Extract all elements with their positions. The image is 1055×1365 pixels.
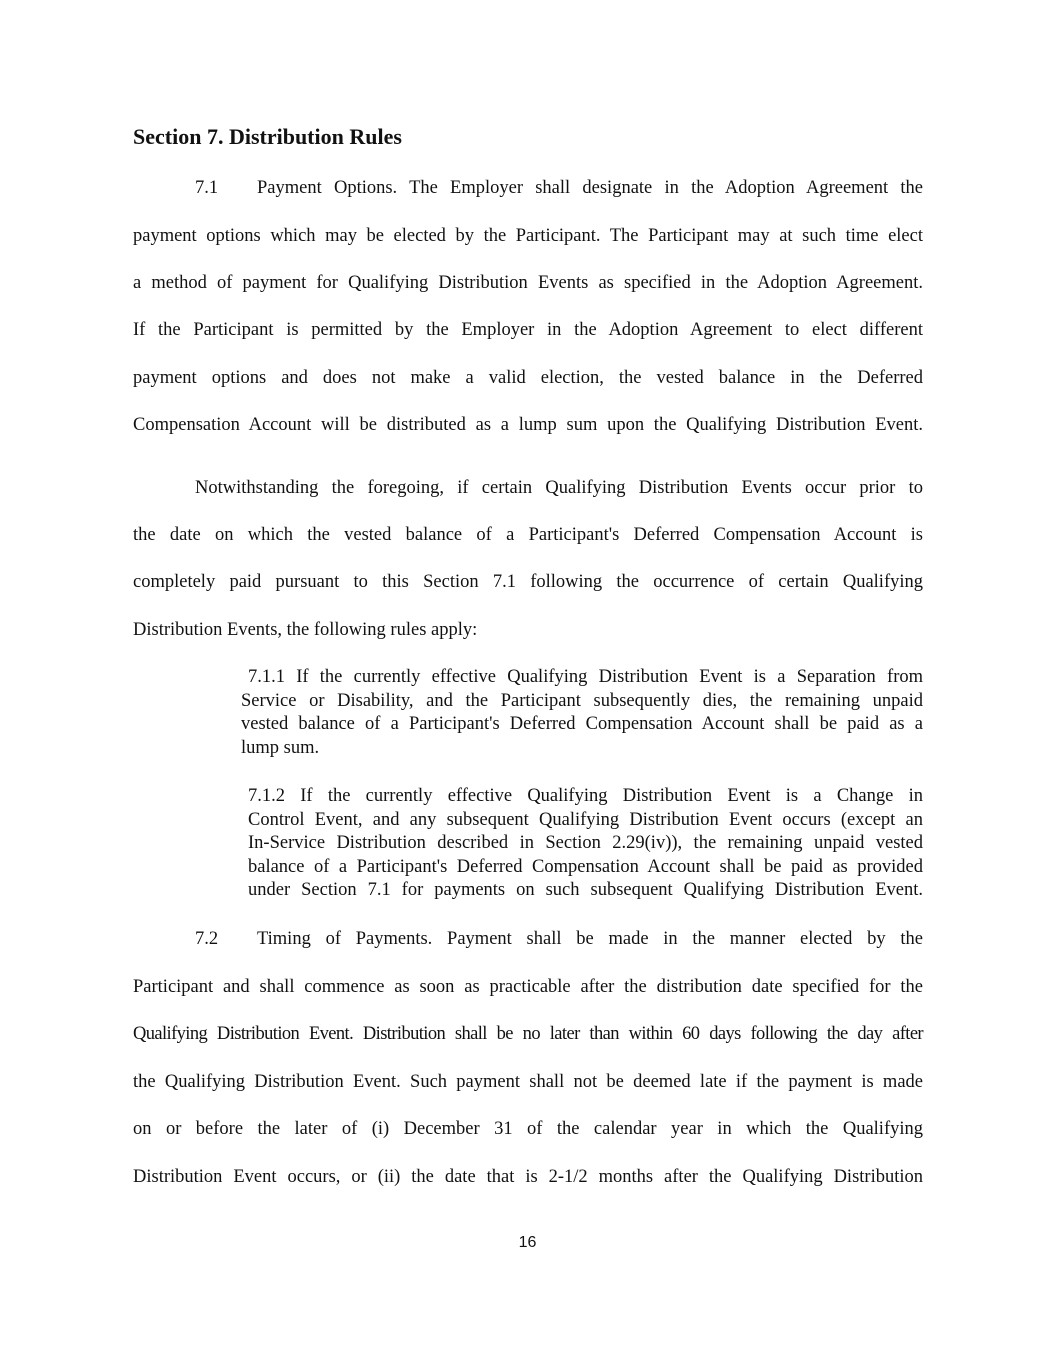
section-7-1-1-line: 7.1.1 If the currently effective Qualifying Distribution Event is a Separation from (248, 667, 923, 687)
notwithstanding-line-4: Distribution Events, the following rules apply: (133, 620, 478, 640)
section-7-1-line-4: If the Participant is permitted by the Employer in the Adoption Agreement to elect different (133, 320, 923, 340)
section-7-1-1 (241, 666, 923, 760)
section-heading: Section 7. Distribution Rules (133, 124, 402, 149)
section-7-1-2 (248, 785, 923, 903)
section-7-2-number: 7.2 (195, 929, 219, 949)
notwithstanding-line-2: the date on which the vested balance of a Participant's Deferred Compensation Account is (133, 525, 923, 545)
notwithstanding-line-1: Notwithstanding the foregoing, if certain Qualifying Distribution Events occur prior to (195, 478, 923, 498)
section-7-1-2-line: under Section 7.1 for payments on such subsequent Qualifying Distribution Event. (248, 880, 923, 900)
section-7-2-line-2: Participant and shall commence as soon as practicable after the distribution date specified for the (133, 977, 923, 997)
section-7-1-number: 7.1 (195, 178, 219, 198)
section-7-1-line-6: Compensation Account will be distributed as a lump sum upon the Qualifying Distribution Event. (133, 415, 923, 435)
section-7-1-2-line: balance of a Participant's Deferred Compensation Account shall be paid as provided (248, 856, 923, 877)
section-7-1-line-2: payment options which may be elected by the Participant. The Participant may at such time elect (133, 226, 923, 246)
section-7-1-2-line: In-Service Distribution described in Section 2.29(iv)), the remaining unpaid vested (248, 833, 923, 853)
section-7-2-line-5: on or before the later of (i) December 31 of the calendar year in which the Qualifying (133, 1119, 923, 1139)
section-7-2-line-3: Qualifying Distribution Event. Distribution shall be no later than within 60 days following the day after (133, 1024, 923, 1044)
section-7-1-1-line: lump sum. (241, 737, 320, 758)
page-number: 16 (518, 1234, 537, 1251)
section-7-1-2-line: Control Event, and any subsequent Qualifying Distribution Event occurs (except an (248, 809, 923, 830)
section-7-2-line-4: the Qualifying Distribution Event. Such payment shall not be deemed late if the payment is made (133, 1072, 923, 1092)
section-7-1-line-1: 7.1 Payment Options. The Employer shall designate in the Adoption Agreement the (195, 178, 923, 198)
section-7-2-line-6: Distribution Event occurs, or (ii) the date that is 2-1/2 months after the Qualifying Distribution (133, 1167, 923, 1187)
section-7-1-line-5: payment options and does not make a valid election, the vested balance in the Deferred (133, 368, 923, 388)
section-7-1-1-line: vested balance of a Participant's Deferred Compensation Account shall be paid as a (241, 714, 923, 734)
section-7-1-line-3: a method of payment for Qualifying Distribution Events as specified in the Adoption Agreement. (133, 273, 923, 293)
section-7-1-2-line: 7.1.2 If the currently effective Qualifying Distribution Event is a Change in (248, 786, 923, 806)
notwithstanding-line-3: completely paid pursuant to this Section 7.1 following the occurrence of certain Qualifying (133, 572, 923, 592)
section-7-1-1-line: Service or Disability, and the Participant subsequently dies, the remaining unpaid (241, 690, 923, 711)
section-7-2-line-1: 7.2 Timing of Payments. Payment shall be made in the manner elected by the (195, 929, 923, 949)
